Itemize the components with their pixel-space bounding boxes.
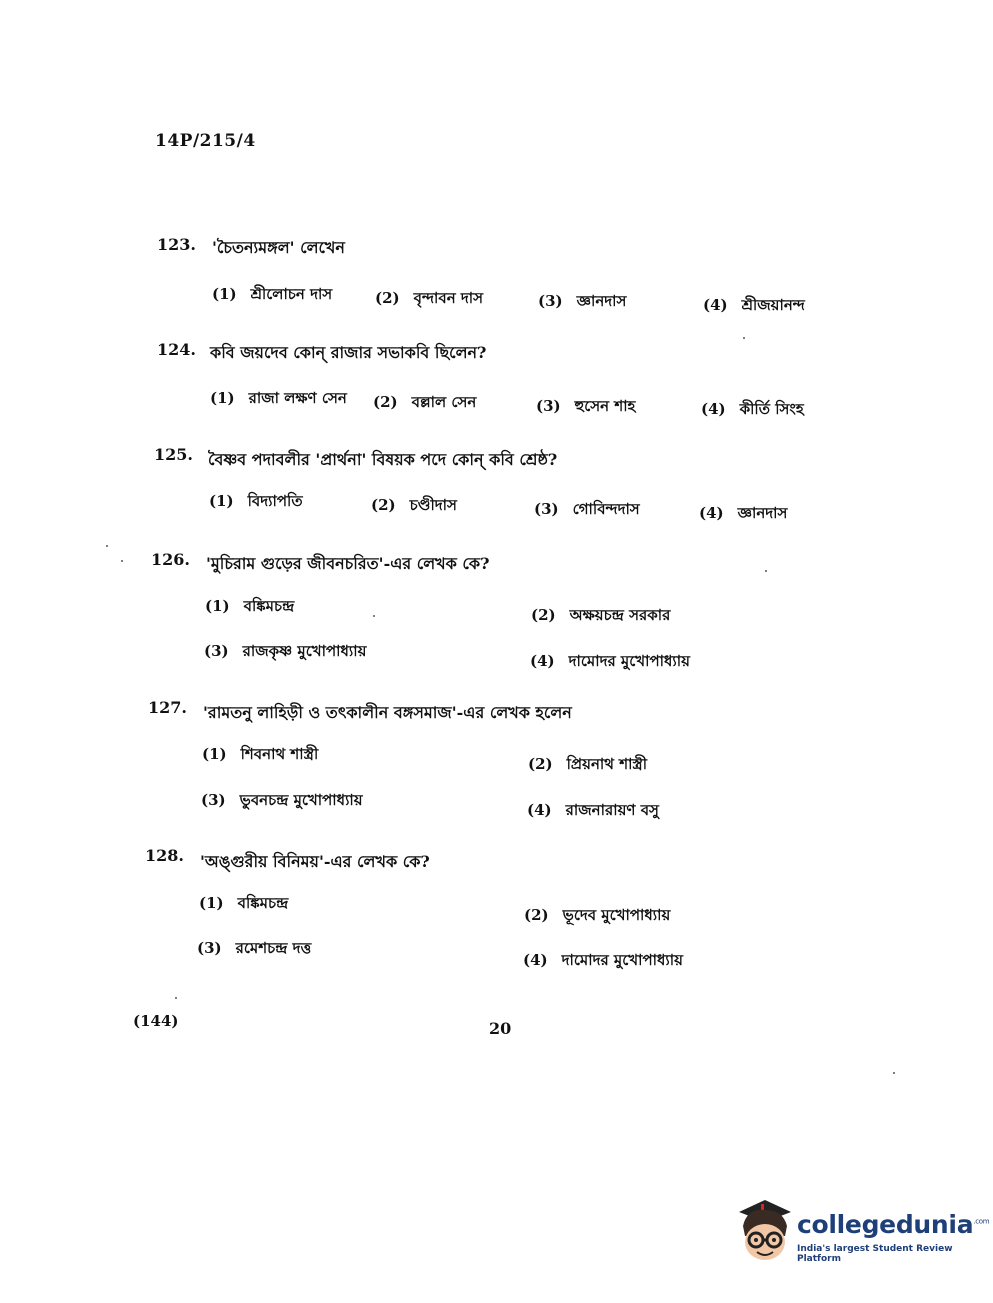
option-text: দামোদর মুখোপাধ্যায় <box>568 652 690 670</box>
scan-speck <box>106 545 108 547</box>
option-4 <box>530 650 690 675</box>
question-number: 125. <box>154 445 193 464</box>
option-number: (2) <box>371 496 396 514</box>
option-number: (1) <box>199 894 224 912</box>
question-number: 123. <box>157 235 196 254</box>
option-3 <box>538 290 626 315</box>
option-number: (1) <box>205 597 230 615</box>
option-number: (3) <box>536 397 561 415</box>
option-text: হুসেন শাহ <box>574 397 636 415</box>
option-text: বল্লাল সেন <box>411 393 477 411</box>
question-number: 128. <box>145 846 184 865</box>
option-text: শ্রীজয়ানন্দ <box>741 296 805 314</box>
scan-speck <box>175 997 177 999</box>
option-number: (3) <box>204 642 229 660</box>
scan-speck <box>743 337 745 339</box>
option-2 <box>528 753 647 778</box>
question-text: 'মুচিরাম গুড়ের জীবনচরিত'-এর লেখক কে? <box>206 554 490 573</box>
option-text: রাজনারায়ণ বসু <box>565 801 659 819</box>
option-text: রাজকৃষ্ণ মুখোপাধ্যায় <box>242 642 367 660</box>
option-text: অক্ষয়চন্দ্র সরকার <box>569 606 671 624</box>
question-number: 126. <box>151 550 190 569</box>
option-text: দামোদর মুখোপাধ্যায় <box>561 951 683 969</box>
paper-code: 14P/215/4 <box>155 131 256 151</box>
brand-suffix: .com <box>973 1217 990 1226</box>
option-number: (4) <box>703 296 728 314</box>
option-number: (4) <box>699 504 724 522</box>
option-4 <box>527 799 659 824</box>
option-text: জ্ঞানদাস <box>737 504 788 522</box>
option-text: গোবিন্দদাস <box>572 500 640 518</box>
option-1 <box>199 892 288 917</box>
option-number: (3) <box>197 939 222 957</box>
question-text: 'চৈতন্যমঙ্গল' লেখেন <box>212 238 345 257</box>
option-number: (4) <box>701 400 726 418</box>
option-text: ভূদেব মুখোপাধ্যায় <box>562 906 671 924</box>
option-4 <box>699 502 787 527</box>
option-text: প্রিয়নাথ শাস্ত্রী <box>566 755 648 773</box>
option-text: বিদ্যাপতি <box>247 492 303 510</box>
option-text: কীর্তি সিংহ <box>739 400 804 418</box>
option-1 <box>209 490 303 515</box>
option-number: (2) <box>528 755 553 773</box>
brand-text: collegedunia <box>797 1210 974 1239</box>
option-2 <box>524 904 670 929</box>
option-text: রমেশচন্দ্র দত্ত <box>235 939 312 957</box>
option-number: (2) <box>531 606 556 624</box>
option-1 <box>212 283 332 308</box>
option-number: (4) <box>527 801 552 819</box>
scan-speck <box>765 570 767 572</box>
option-3 <box>197 937 311 962</box>
option-4 <box>703 294 805 319</box>
option-number: (2) <box>373 393 398 411</box>
option-number: (3) <box>534 500 559 518</box>
question-text: কবি জয়দেব কোন্ রাজার সভাকবি ছিলেন? <box>210 343 487 362</box>
option-text: রাজা লক্ষণ সেন <box>248 389 347 407</box>
option-2 <box>375 287 483 312</box>
page-number: 20 <box>489 1019 512 1038</box>
option-2 <box>373 391 476 416</box>
option-4 <box>523 949 683 974</box>
scan-speck <box>121 560 123 562</box>
option-3 <box>201 789 363 814</box>
scan-speck <box>373 615 375 617</box>
option-number: (2) <box>524 906 549 924</box>
option-text: চণ্ডীদাস <box>409 496 457 514</box>
question-number: 124. <box>157 340 196 359</box>
option-1 <box>210 387 347 412</box>
question-text: 'রামতনু লাহিড়ী ও তৎকালীন বঙ্গসমাজ'-এর লেখক হলেন <box>203 703 572 722</box>
option-text: জ্ঞানদাস <box>576 292 627 310</box>
option-2 <box>371 494 457 519</box>
option-number: (2) <box>375 289 400 307</box>
option-text: বঙ্কিমচন্দ্র <box>243 597 295 615</box>
brand-name <box>797 1210 989 1239</box>
option-number: (3) <box>538 292 563 310</box>
brand-tagline: India's largest Student Review Platform <box>797 1244 953 1264</box>
option-2 <box>531 604 670 629</box>
option-text: শ্রীলোচন দাস <box>250 285 333 303</box>
option-3 <box>534 498 640 523</box>
option-text: শিবনাথ শাস্ত্রী <box>240 745 319 763</box>
option-number: (3) <box>201 791 226 809</box>
scan-speck <box>893 1072 895 1074</box>
mascot-icon <box>739 1200 791 1260</box>
option-number: (1) <box>209 492 234 510</box>
question-text: 'অঙ্গুরীয় বিনিময়'-এর লেখক কে? <box>200 852 430 871</box>
option-text: ভুবনচন্দ্র মুখোপাধ্যায় <box>239 791 363 809</box>
option-number: (4) <box>530 652 555 670</box>
option-number: (1) <box>202 745 227 763</box>
question-text: বৈষ্ণব পদাবলীর 'প্রার্থনা' বিষয়ক পদে কোন্ কবি শ্রেষ্ঠ? <box>208 450 558 469</box>
option-3 <box>204 640 366 665</box>
footer-code: (144) <box>133 1012 179 1030</box>
question-number: 127. <box>148 698 187 717</box>
option-text: বঙ্কিমচন্দ্র <box>237 894 289 912</box>
option-1 <box>202 743 318 768</box>
option-number: (1) <box>210 389 235 407</box>
option-1 <box>205 595 294 620</box>
option-text: বৃন্দাবন দাস <box>413 289 484 307</box>
option-4 <box>701 398 804 423</box>
option-number: (4) <box>523 951 548 969</box>
option-number: (1) <box>212 285 237 303</box>
option-3 <box>536 395 635 420</box>
